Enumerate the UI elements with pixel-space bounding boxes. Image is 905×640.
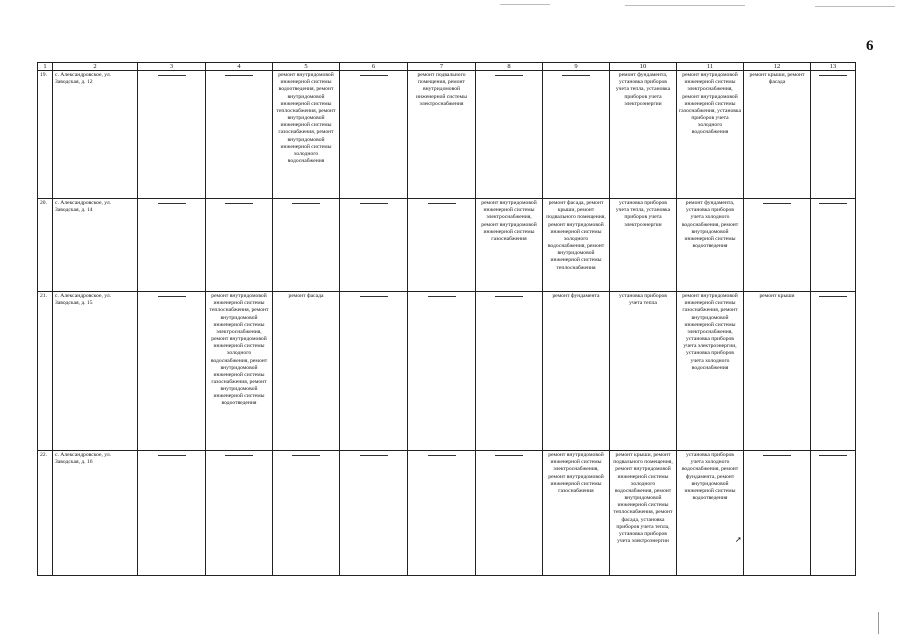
work-cell: ремонт фундамента, установка приборов учета холодного водоснабжения, ремонт внутридомовой инженерной системы водоотведения	[677, 199, 744, 292]
work-cell: ремонт внутридомовой инженерной системы газоснабжения, ремонт внутридомовой инженерной системы электроснабжения, установка приборов учета электроэнергии, установка приборов учета холодного водоснабжения	[677, 292, 744, 451]
column-number-header: 2	[53, 63, 138, 71]
work-cell: ремонт крыши	[744, 292, 811, 451]
work-cell: установка приборов учета тепла, установка приборов учета электроэнергии	[610, 199, 677, 292]
empty-cell	[340, 71, 408, 199]
empty-cell	[340, 292, 408, 451]
work-cell: ремонт подвального помещения, ремонт внутридомовой инженерной системы электроснабжения	[408, 71, 476, 199]
work-cell: ремонт внутридомовой инженерной системы электроснабжения, ремонт внутридомовой инженерной системы газоснабжения	[543, 451, 610, 576]
empty-cell	[744, 199, 811, 292]
dash-mark	[360, 75, 388, 76]
work-cell: ремонт внутридомовой инженерной системы электроснабжения, ремонт внутридомовой инженерной системы газоснабжения, установка приборов учета холодного водоснабжения	[677, 71, 744, 199]
empty-cell	[273, 451, 340, 576]
column-number-header: 5	[273, 63, 340, 71]
dash-mark	[158, 75, 186, 76]
table-row	[38, 451, 856, 576]
empty-cell	[138, 199, 206, 292]
dash-mark	[158, 455, 186, 456]
dash-mark	[763, 203, 791, 204]
dash-mark	[292, 455, 320, 456]
dash-mark	[763, 455, 791, 456]
empty-cell	[543, 71, 610, 199]
dash-mark	[225, 455, 253, 456]
empty-cell	[476, 292, 543, 451]
row-number: 22.	[38, 451, 53, 576]
empty-cell	[340, 451, 408, 576]
work-cell: ремонт фасада, ремонт крыши, ремонт подвального помещения, ремонт внутридомовой инженерной системы холодного водоснабжения, ремонт внутридомовой инженерной системы теплоснабжения	[543, 199, 610, 292]
column-number-header: 9	[543, 63, 610, 71]
column-number-header: 3	[138, 63, 206, 71]
empty-cell	[206, 71, 273, 199]
dash-mark	[292, 203, 320, 204]
work-cell: установка приборов учета тепла	[610, 292, 677, 451]
empty-cell	[206, 199, 273, 292]
row-number: 21.	[38, 292, 53, 451]
work-cell: ремонт внутридомовой инженерной системы электроснабжения, ремонт внутридомовой инженерной системы газоснабжения	[476, 199, 543, 292]
empty-cell	[744, 451, 811, 576]
work-cell: ремонт фундамента, установка приборов учета тепла, установка приборов учета электроэнергии	[610, 71, 677, 199]
column-numbers-row	[38, 63, 856, 71]
column-number-header: 6	[340, 63, 408, 71]
dash-mark	[562, 75, 590, 76]
column-number-header: 4	[206, 63, 273, 71]
dash-mark	[495, 75, 523, 76]
address-cell: с. Александровское, ул. Заводская, д. 16	[53, 451, 138, 576]
dash-mark	[225, 75, 253, 76]
column-number-header: 13	[811, 63, 856, 71]
empty-cell	[476, 451, 543, 576]
dash-mark	[495, 455, 523, 456]
row-number: 20.	[38, 199, 53, 292]
column-number-header: 8	[476, 63, 543, 71]
column-number-header: 10	[610, 63, 677, 71]
column-number-header: 7	[408, 63, 476, 71]
dash-mark	[158, 296, 186, 297]
table-row	[38, 292, 856, 451]
dash-mark	[158, 203, 186, 204]
dash-mark	[428, 203, 456, 204]
empty-cell	[811, 199, 856, 292]
dash-mark	[819, 75, 847, 76]
column-number-header: 12	[744, 63, 811, 71]
page-number: 6	[866, 38, 874, 54]
dash-mark	[225, 203, 253, 204]
row-number: 19.	[38, 71, 53, 199]
arrow-mark-icon: ➚	[735, 535, 742, 544]
table-row	[38, 199, 856, 292]
empty-cell	[476, 71, 543, 199]
scan-artifact	[625, 5, 745, 6]
column-number-header: 11	[677, 63, 744, 71]
empty-cell	[811, 71, 856, 199]
empty-cell	[408, 292, 476, 451]
table-row	[38, 71, 856, 199]
work-cell: ремонт фасада	[273, 292, 340, 451]
dash-mark	[819, 296, 847, 297]
address-cell: с. Александровское, ул. Заводская, д. 14	[53, 199, 138, 292]
empty-cell	[206, 451, 273, 576]
work-cell: установка приборов учета холодного водоснабжения, ремонт фундамента, ремонт внутридомовой инженерной системы водоотведения	[677, 451, 744, 576]
dash-mark	[360, 203, 388, 204]
empty-cell	[273, 199, 340, 292]
dash-mark	[819, 455, 847, 456]
dash-mark	[428, 455, 456, 456]
empty-cell	[408, 199, 476, 292]
work-cell: ремонт крыши, ремонт подвального помещения, ремонт внутридомовой инженерной системы холодного водоснабжения, ремонт внутридомовой инженерной системы теплоснабжения, ремонт фасада, установка приборов учета тепла, установка приборов учета электроэнергии	[610, 451, 677, 576]
address-cell: с. Александровское, ул. Заводская, д. 15	[53, 292, 138, 451]
address-cell: с. Александровское, ул. Заводская, д. 12	[53, 71, 138, 199]
scan-artifact	[500, 4, 550, 5]
repair-schedule-table	[37, 62, 856, 576]
empty-cell	[340, 199, 408, 292]
work-cell: ремонт внутридомовой инженерной системы теплоснабжения, ремонт внутридомовой инженерной системы электроснабжения, ремонт внутридомовой инженерной системы холодного водоснабжения, ремонт внутридомовой инженерной системы газоснабжения, ремонт внутридомовой инженерной системы водоотведения	[206, 292, 273, 451]
empty-cell	[408, 451, 476, 576]
dash-mark	[819, 203, 847, 204]
empty-cell	[138, 71, 206, 199]
empty-cell	[138, 451, 206, 576]
work-cell: ремонт внутридомовой инженерной системы водоотведения, ремонт внутридомовой инженерной системы теплоснабжения, ремонт внутридомовой инженерной системы газоснабжения, ремонт внутридомовой инженерной системы холодного водоснабжения	[273, 71, 340, 199]
column-number-header: 1	[38, 63, 53, 71]
dash-mark	[428, 296, 456, 297]
scan-artifact	[878, 612, 879, 634]
empty-cell	[138, 292, 206, 451]
dash-mark	[360, 455, 388, 456]
work-cell: ремонт фундамента	[543, 292, 610, 451]
scan-artifact	[815, 6, 895, 7]
empty-cell	[811, 451, 856, 576]
work-cell: ремонт крыши, ремонт фасада	[744, 71, 811, 199]
dash-mark	[360, 296, 388, 297]
dash-mark	[495, 296, 523, 297]
empty-cell	[811, 292, 856, 451]
